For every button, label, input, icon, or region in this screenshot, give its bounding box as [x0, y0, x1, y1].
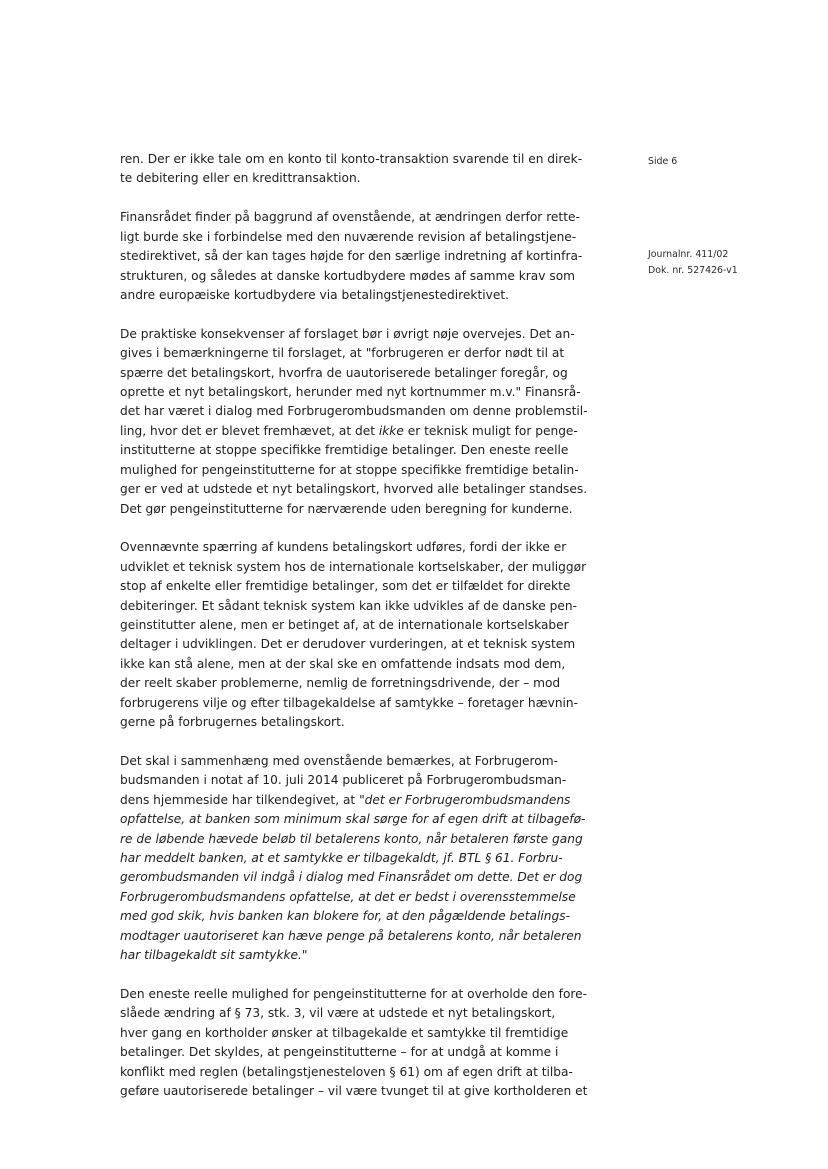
italic-emphasis: ikke	[378, 423, 404, 438]
text-line: udviklet et teknisk system hos de internationale kortselskaber, der muliggør	[120, 559, 587, 574]
text-line: budsmanden i notat af 10. juli 2014 publiceret på Forbrugerombudsman-	[120, 773, 567, 788]
text-line: forbrugerens vilje og efter tilbagekaldelse af samtykke – foretager hævnin-	[120, 695, 579, 710]
text-line: Det gør pengeinstitutterne for nærværende uden beregning for kunderne.	[120, 501, 573, 516]
quote-line: modtager uautoriseret kan hæve penge på betalerens konto, når betaleren	[120, 928, 582, 943]
text-line	[120, 422, 620, 441]
text-line: Finansrådet finder på baggrund af ovenstående, at ændringen derfor rette-	[120, 210, 580, 225]
quote-line: Forbrugerombudsmandens opfattelse, at det er bedst i overensstemmelse	[120, 889, 576, 904]
quote-line: re de løbende hævede beløb til betalerens konto, når betaleren første gang	[120, 831, 583, 846]
text-line: hver gang en kortholder ønsker at tilbagekalde et samtykke til fremtidige	[120, 1025, 569, 1040]
text-line: slåede ændring af § 73, stk. 3, vil være at udstede et nyt betalingskort,	[120, 1006, 556, 1021]
text-line: konflikt med reglen (betalingstjenesteloven § 61) om af egen drift at tilba-	[120, 1064, 573, 1079]
document-number: Dok. nr. 527426-v1	[648, 265, 738, 276]
paragraph-3	[120, 325, 620, 519]
text-line: debiteringer. Et sådant teknisk system kan ikke udvikles af de danske pen-	[120, 598, 577, 613]
text-line: oprette et nyt betalingskort, herunder med nyt kortnummer m.v." Finansrå-	[120, 385, 581, 400]
text-line: stedirektivet, så der kan tages højde for den særlige indretning af kortinfra-	[120, 249, 583, 264]
quote-line: med god skik, hvis banken kan blokere for, at den pågældende betalings-	[120, 909, 570, 924]
text-line: ger er ved at udstede et nyt betalingskort, hvorved alle betalinger standses.	[120, 482, 588, 497]
text-line: geføre uautoriserede betalinger – vil være tvunget til at give kortholderen et	[120, 1083, 588, 1098]
text-line: deltager i udviklingen. Det er derudover vurderingen, at et teknisk system	[120, 637, 576, 652]
text-line	[120, 791, 620, 810]
text-line: institutterne at stoppe specifikke fremtidige betalinger. Den eneste reelle	[120, 443, 569, 458]
text-line: Ovennævnte spærring af kundens betalingskort udføres, fordi der ikke er	[120, 540, 567, 555]
text-line: gives i bemærkningerne til forslaget, at "forbrugeren er derfor nødt til at	[120, 346, 565, 361]
text-line: mulighed for pengeinstitutterne for at stoppe specifikke fremtidige betalin-	[120, 462, 579, 477]
text-line: te debitering eller en kredittransaktion.	[120, 171, 361, 186]
text-segment: er teknisk muligt for penge-	[403, 423, 578, 438]
text-line: der reelt skaber problemerne, nemlig de forretningsdrivende, der – mod	[120, 676, 561, 691]
text-line: strukturen, og således at danske kortudbydere mødes af samme krav som	[120, 268, 576, 283]
text-line: betalinger. Det skyldes, at pengeinstitutterne – for at undgå at komme i	[120, 1045, 559, 1060]
paragraph-6	[120, 985, 620, 1101]
text-line: gerne på forbrugernes betalingskort.	[120, 715, 345, 730]
text-line: geinstitutter alene, men er betinget af, at de internationale kortselskaber	[120, 618, 569, 633]
quote-line: opfattelse, at banken som minimum skal sørge for af egen drift at tilbagefø-	[120, 812, 586, 827]
body-text	[120, 150, 620, 1121]
text-line: det har været i dialog med Forbrugerombudsmanden om denne problemstil-	[120, 404, 588, 419]
quote-line: har meddelt banken, at et samtykke er tilbagekaldt, jf. BTL § 61. Forbru-	[120, 851, 563, 865]
journal-number: Journalnr. 411/02	[648, 249, 729, 260]
paragraph-1	[120, 150, 620, 189]
text-line: De praktiske konsekvenser af forslaget bør i øvrigt nøje overvejes. Det an-	[120, 326, 575, 341]
paragraph-4	[120, 538, 620, 732]
quote-line: har tilbagekaldt sit samtykke."	[120, 948, 308, 963]
text-line: Den eneste reelle mulighed for pengeinstitutterne for at overholde den fore-	[120, 986, 588, 1001]
paragraph-5	[120, 752, 620, 965]
text-line: Det skal i sammenhæng med ovenstående bemærkes, at Forbrugerom-	[120, 753, 558, 768]
quote-line: gerombudsmanden vil indgå i dialog med Finansrådet om dette. Det er dog	[120, 870, 583, 885]
text-segment: ling, hvor det er blevet fremhævet, at det	[120, 423, 379, 438]
text-segment: dens hjemmeside har tilkendegivet, at	[120, 792, 360, 807]
paragraph-2	[120, 208, 620, 305]
page-number: Side 6	[648, 156, 678, 167]
text-line: ligt burde ske i forbindelse med den nuværende revision af betalingstjene-	[120, 229, 577, 244]
text-line: ikke kan stå alene, men at der skal ske en omfattende indsats mod dem,	[120, 656, 566, 671]
text-line: spærre det betalingskort, hvorfra de uautoriserede betalinger foregår, og	[120, 365, 568, 380]
text-line: andre europæiske kortudbydere via betalingstjenestedirektivet.	[120, 287, 509, 302]
text-line: stop af enkelte eller fremtidige betalinger, som det er tilfældet for direkte	[120, 579, 571, 594]
quote-text: "det er Forbrugerombudsmandens	[359, 792, 571, 807]
document-reference	[648, 247, 738, 279]
text-line: ren. Der er ikke tale om en konto til konto-transaktion svarende til en direk-	[120, 152, 583, 166]
